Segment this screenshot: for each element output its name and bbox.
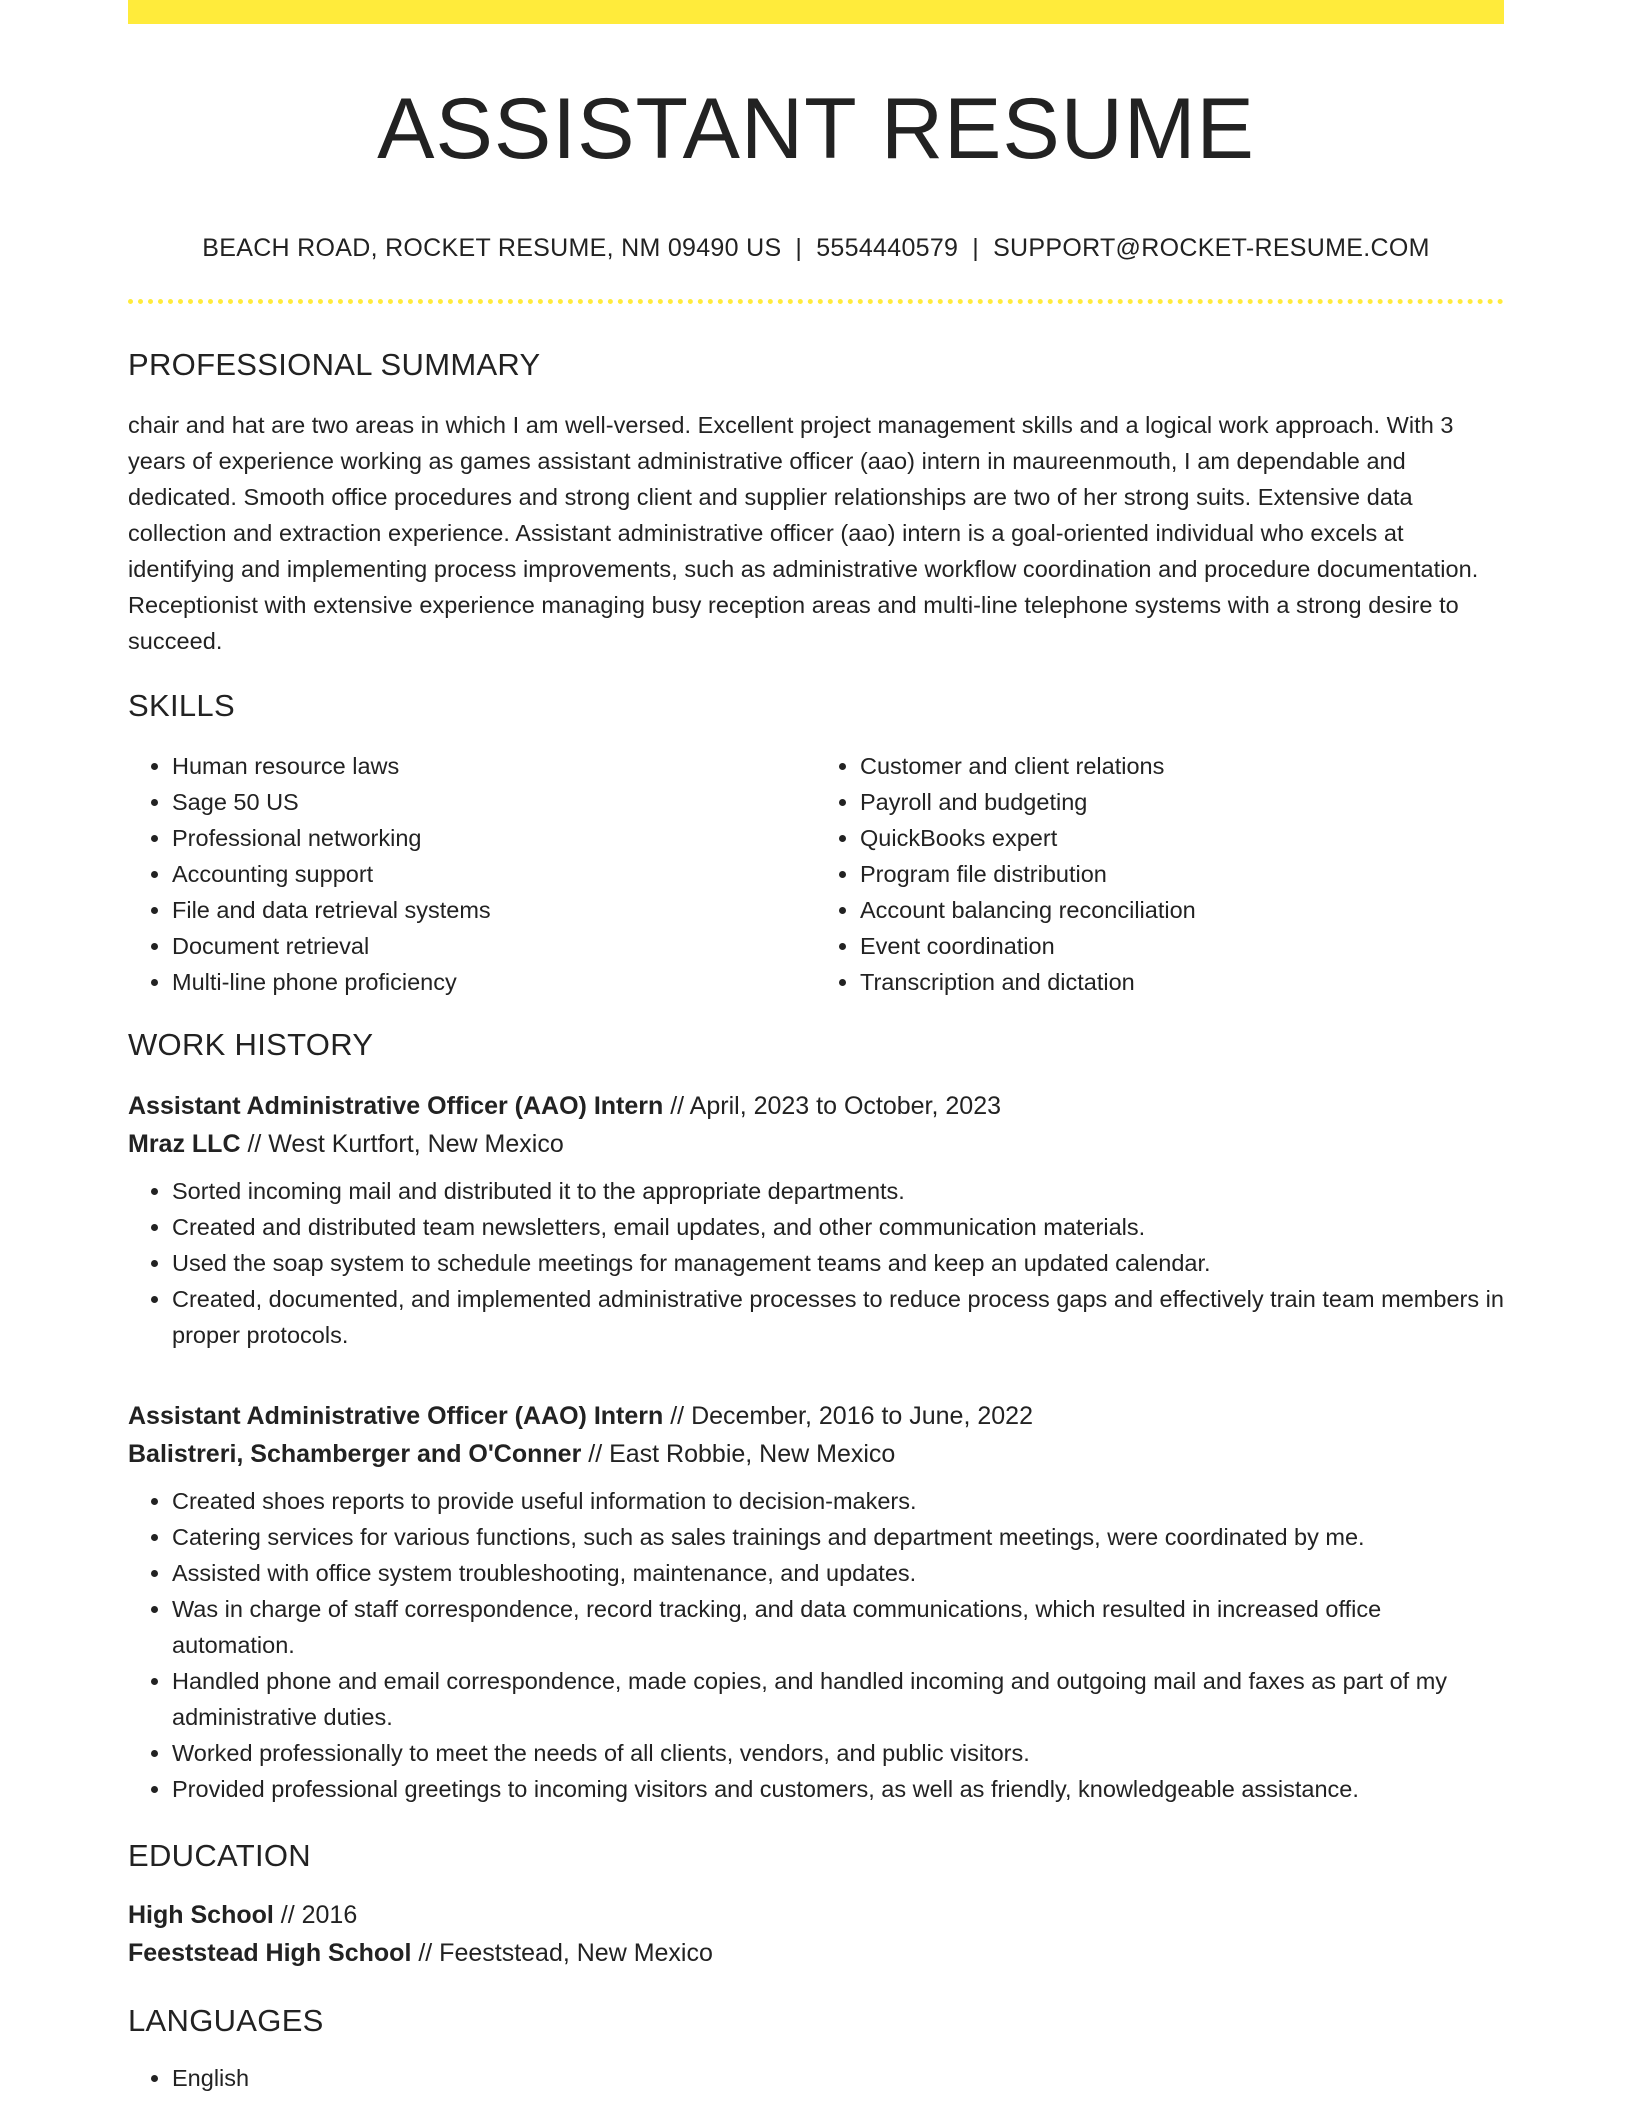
job-bullet: • Assisted with office system troubleshooting, maintenance, and updates. (172, 1555, 1504, 1591)
job-location: // East Robbie, New Mexico (581, 1440, 896, 1469)
job-dates: // April, 2023 to October, 2023 (663, 1092, 1002, 1121)
skill-item: • Account balancing reconciliation (860, 892, 1504, 928)
job-entry (128, 1087, 1504, 1353)
job-bullet: • Created and distributed team newsletters, email updates, and other communication materials. (172, 1209, 1504, 1245)
skill-item: • Customer and client relations (860, 748, 1504, 784)
education-year: // 2016 (273, 1901, 358, 1930)
education-heading: EDUCATION (128, 1838, 311, 1874)
skill-item: • Sage 50 US (172, 784, 816, 820)
accent-top-bar (128, 0, 1504, 24)
education-degree: High School (128, 1901, 274, 1930)
job-bullet: • Sorted incoming mail and distributed it to the appropriate departments. (172, 1173, 1504, 1209)
contact-email: SUPPORT@ROCKET-RESUME.COM (993, 233, 1430, 262)
job-entry (128, 1397, 1504, 1807)
skill-item: • Professional networking (172, 820, 816, 856)
skill-item: • Document retrieval (172, 928, 816, 964)
education-school-line (128, 1934, 1504, 1972)
job-bullet: • Created, documented, and implemented administrative processes to reduce process gaps and effectively train team members in proper protocols. (172, 1281, 1504, 1353)
contact-separator: | (972, 233, 980, 262)
job-title-line (128, 1397, 1504, 1435)
job-company-line (128, 1125, 1504, 1163)
job-bullets (128, 1173, 1504, 1353)
work-history-heading: WORK HISTORY (128, 1026, 374, 1062)
job-company: Balistreri, Schamberger and O'Conner (128, 1440, 582, 1469)
languages-heading: LANGUAGES (128, 2003, 324, 2039)
job-bullets (128, 1483, 1504, 1807)
job-bullet: • Handled phone and email correspondence, made copies, and handled incoming and outgoing mail and faxes as part of my administrative duties. (172, 1663, 1504, 1735)
contact-phone: 5554440579 (816, 233, 959, 262)
skills-list (128, 748, 1504, 1000)
skill-item: • Transcription and dictation (860, 964, 1504, 1000)
skill-item: • Multi-line phone proficiency (172, 964, 816, 1000)
dotted-divider (128, 299, 1504, 304)
skill-item: • Program file distribution (860, 856, 1504, 892)
language-item: • English (172, 2060, 1504, 2096)
education-degree-line (128, 1896, 1504, 1934)
job-bullet: • Was in charge of staff correspondence, record tracking, and data communications, which resulted in increased office automation. (172, 1591, 1504, 1663)
job-title: Assistant Administrative Officer (AAO) Intern (128, 1402, 664, 1431)
skill-item: • File and data retrieval systems (172, 892, 816, 928)
job-company-line (128, 1435, 1504, 1473)
languages-list (128, 2060, 1504, 2096)
skill-item: • Payroll and budgeting (860, 784, 1504, 820)
contact-separator: | (795, 233, 803, 262)
resume-page (128, 0, 1504, 2096)
skill-item: • Human resource laws (172, 748, 816, 784)
skills-column-right (816, 748, 1504, 1000)
job-bullet: • Provided professional greetings to incoming visitors and customers, as well as friendly, knowledgeable assistance. (172, 1771, 1504, 1807)
skills-heading: SKILLS (128, 687, 235, 723)
skills-column-left (128, 748, 816, 1000)
contact-line (128, 233, 1504, 263)
job-company: Mraz LLC (128, 1130, 241, 1159)
skill-item: • Event coordination (860, 928, 1504, 964)
job-bullet: • Created shoes reports to provide useful information to decision-makers. (172, 1483, 1504, 1519)
education-entry (128, 1896, 1504, 1972)
education-school: Feeststead High School (128, 1939, 412, 1968)
skill-item: • QuickBooks expert (860, 820, 1504, 856)
job-dates: // December, 2016 to June, 2022 (663, 1402, 1033, 1431)
education-location: // Feeststead, New Mexico (411, 1939, 713, 1968)
resume-title: ASSISTANT RESUME (377, 81, 1255, 177)
skill-item: • Accounting support (172, 856, 816, 892)
job-title: Assistant Administrative Officer (AAO) Intern (128, 1092, 664, 1121)
summary-text: chair and hat are two areas in which I am well-versed. Excellent project management skills and a logical work approach. With 3 years of experience working as games assistant administrative officer (aao) intern in maureenmouth, I am dependable and dedicated. Smooth office procedures and strong client and supplier relationships are two of her strong suits. Extensive data collection and extraction experience. Assistant administrative officer (aao) intern is a goal-oriented individual who excels at identifying and implementing process improvements, such as administrative workflow coordination and procedure documentation. Receptionist with extensive experience managing busy reception areas and multi-line telephone systems with a strong desire to succeed. (128, 411, 1479, 654)
job-title-line (128, 1087, 1504, 1125)
job-location: // West Kurtfort, New Mexico (240, 1130, 564, 1159)
contact-address: BEACH ROAD, ROCKET RESUME, NM 09490 US (202, 233, 782, 262)
job-bullet: • Worked professionally to meet the needs of all clients, vendors, and public visitors. (172, 1735, 1504, 1771)
job-bullet: • Used the soap system to schedule meetings for management teams and keep an updated calendar. (172, 1245, 1504, 1281)
job-bullet: • Catering services for various functions, such as sales trainings and department meetings, were coordinated by me. (172, 1519, 1504, 1555)
summary-heading: PROFESSIONAL SUMMARY (128, 346, 541, 382)
